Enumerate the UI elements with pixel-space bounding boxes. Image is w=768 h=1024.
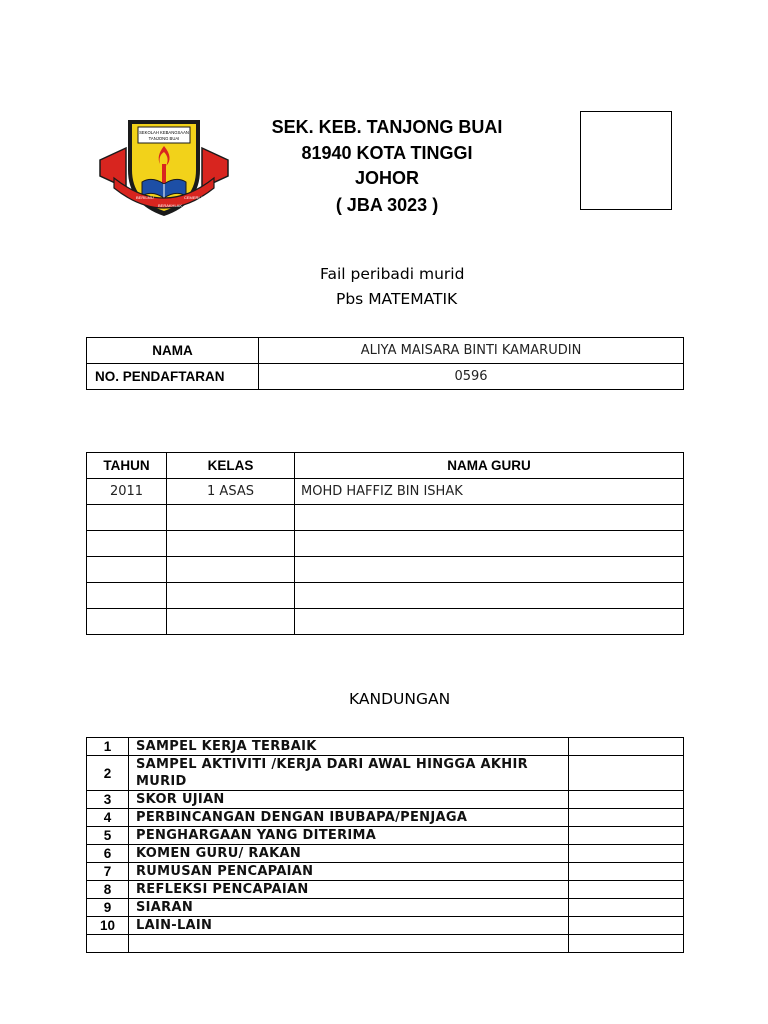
list-item <box>87 899 684 917</box>
list-item <box>87 809 684 827</box>
registration-label: NO. PENDAFTARAN <box>87 364 259 390</box>
year-cell: 2011 <box>87 479 167 505</box>
class-history-table <box>86 452 684 635</box>
list-item <box>87 738 684 756</box>
class-cell <box>167 609 295 635</box>
item-label: RUMUSAN PENCAPAIAN <box>129 863 569 881</box>
table-header-row <box>87 453 684 479</box>
list-item <box>87 917 684 935</box>
year-cell <box>87 557 167 583</box>
list-item <box>87 756 684 791</box>
svg-text:BERAKHLAK: BERAKHLAK <box>158 203 183 208</box>
item-page-cell <box>569 738 684 756</box>
item-page-cell <box>569 756 684 791</box>
contents-table <box>86 737 684 953</box>
svg-text:CEMERLANG: CEMERLANG <box>184 195 210 200</box>
item-page-cell <box>569 881 684 899</box>
column-header-year: TAHUN <box>87 453 167 479</box>
class-cell <box>167 583 295 609</box>
teacher-cell <box>295 583 684 609</box>
class-cell: 1 ASAS <box>167 479 295 505</box>
table-row <box>87 338 684 364</box>
list-item <box>87 935 684 953</box>
year-cell <box>87 583 167 609</box>
school-logo <box>96 112 232 220</box>
table-row <box>87 583 684 609</box>
list-item <box>87 827 684 845</box>
file-subtitle: Fail peribadi murid <box>320 265 465 283</box>
class-cell <box>167 557 295 583</box>
year-cell <box>87 609 167 635</box>
table-row <box>87 557 684 583</box>
item-number: 1 <box>87 738 129 756</box>
list-item <box>87 791 684 809</box>
table-row <box>87 531 684 557</box>
svg-text:TANJONG BUAI: TANJONG BUAI <box>148 136 180 141</box>
column-header-teacher: NAMA GURU <box>295 453 684 479</box>
logo-top-text: SEKOLAH KEBANGSAAN <box>139 130 189 135</box>
item-label: PENGHARGAAN YANG DITERIMA <box>129 827 569 845</box>
item-label: SIARAN <box>129 899 569 917</box>
teacher-cell <box>295 557 684 583</box>
item-label: SAMPEL KERJA TERBAIK <box>129 738 569 756</box>
item-label: PERBINCANGAN DENGAN IBUBAPA/PENJAGA <box>129 809 569 827</box>
school-state: JOHOR <box>354 168 419 188</box>
item-number <box>87 935 129 953</box>
student-info-table <box>86 337 684 390</box>
item-page-cell <box>569 845 684 863</box>
contents-title: KANDUNGAN <box>349 690 451 708</box>
photo-box <box>580 111 672 210</box>
year-cell <box>87 505 167 531</box>
column-header-class: KELAS <box>167 453 295 479</box>
item-number: 5 <box>87 827 129 845</box>
item-number: 7 <box>87 863 129 881</box>
item-label: SAMPEL AKTIVITI /KERJA DARI AWAL HINGGA AKHIR MURID <box>129 756 569 791</box>
class-cell <box>167 505 295 531</box>
item-label: SKOR UJIAN <box>129 791 569 809</box>
year-cell <box>87 531 167 557</box>
table-row <box>87 609 684 635</box>
item-page-cell <box>569 899 684 917</box>
list-item <box>87 845 684 863</box>
item-number: 4 <box>87 809 129 827</box>
teacher-cell: MOHD HAFFIZ BIN ISHAK <box>295 479 684 505</box>
name-value: ALIYA MAISARA BINTI KAMARUDIN <box>259 338 684 364</box>
table-row <box>87 479 684 505</box>
item-number: 3 <box>87 791 129 809</box>
item-page-cell <box>569 791 684 809</box>
list-item <box>87 881 684 899</box>
item-label: KOMEN GURU/ RAKAN <box>129 845 569 863</box>
table-row <box>87 505 684 531</box>
class-cell <box>167 531 295 557</box>
school-name: SEK. KEB. TANJONG BUAI <box>271 117 503 137</box>
teacher-cell <box>295 531 684 557</box>
item-number: 10 <box>87 917 129 935</box>
item-number: 9 <box>87 899 129 917</box>
teacher-cell <box>295 505 684 531</box>
school-code: ( JBA 3023 ) <box>335 195 439 215</box>
item-page-cell <box>569 917 684 935</box>
item-page-cell <box>569 809 684 827</box>
item-number: 2 <box>87 756 129 791</box>
list-item <box>87 863 684 881</box>
item-number: 6 <box>87 845 129 863</box>
svg-text:BERILMU: BERILMU <box>136 195 154 200</box>
item-label: REFLEKSI PENCAPAIAN <box>129 881 569 899</box>
table-row <box>87 364 684 390</box>
item-page-cell <box>569 935 684 953</box>
teacher-cell <box>295 609 684 635</box>
item-label: LAIN-LAIN <box>129 917 569 935</box>
item-number: 8 <box>87 881 129 899</box>
item-page-cell <box>569 827 684 845</box>
item-label <box>129 935 569 953</box>
item-page-cell <box>569 863 684 881</box>
registration-value: 0596 <box>259 364 684 390</box>
school-postcode-city: 81940 KOTA TINGGI <box>301 143 473 163</box>
name-label: NAMA <box>87 338 259 364</box>
subject-subtitle: Pbs MATEMATIK <box>336 290 458 308</box>
